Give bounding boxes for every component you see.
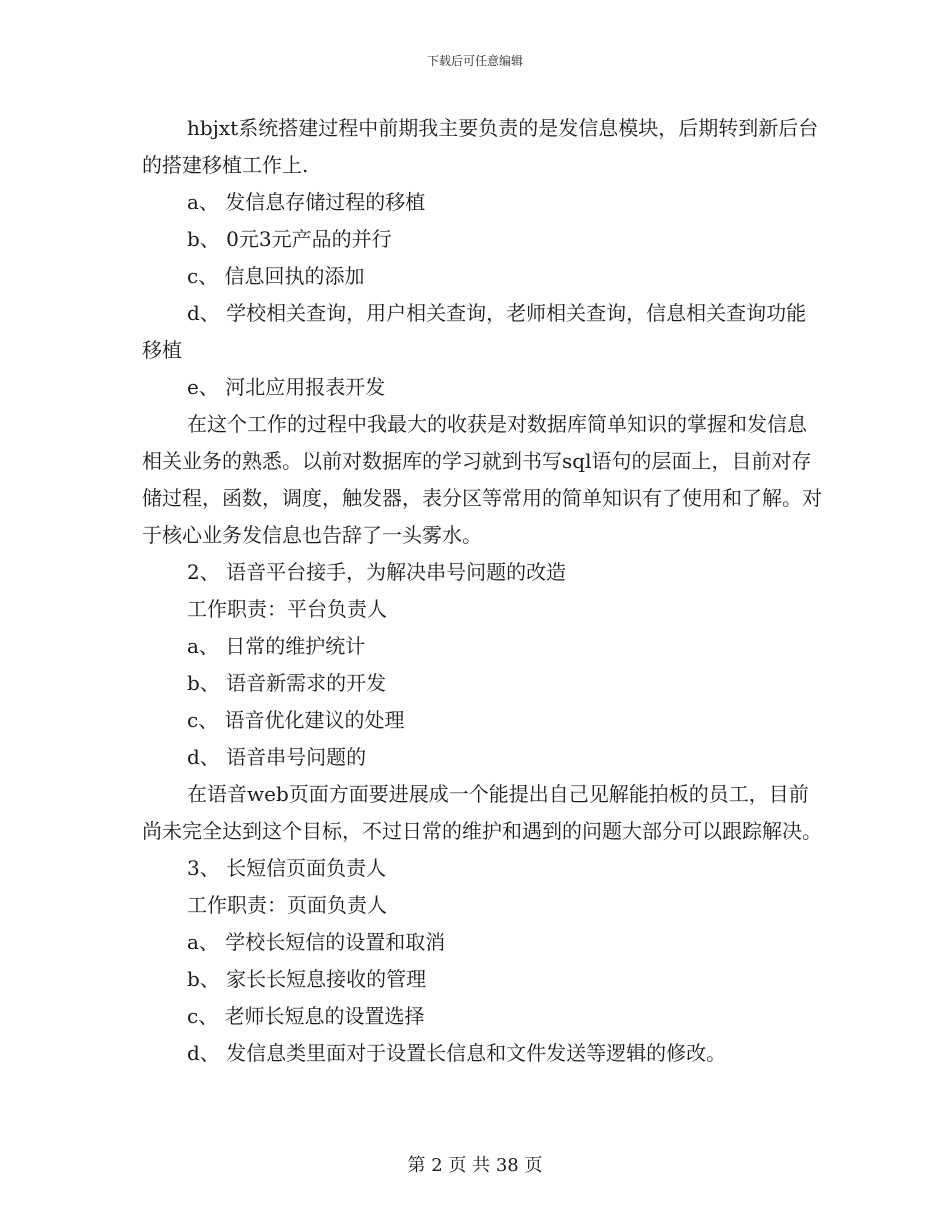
paragraph: 在语音web页面方面要进展成一个能提出自己见解能拍板的员工，目前尚未完全达到这个目标，不过日常的维护和遇到的问题大部分可以跟踪解决。 [142, 782, 822, 843]
paragraph: 工作职责：平台负责人 [187, 597, 387, 621]
paragraph: 在这个工作的过程中我最大的收获是对数据库简单知识的掌握和发信息相关业务的熟悉。以前对数据库的学习就到书写sql语句的层面上，目前对存储过程，函数，调度，触发器，表分区等常用的简单知识有了使用和了解。对于核心业务发信息也告辞了一头雾水。 [142, 412, 822, 547]
page-header-note: 下载后可任意编辑 [426, 54, 523, 68]
paragraph: c、 语音优化建议的处理 [187, 708, 405, 732]
document-body [142, 110, 822, 1072]
paragraph: 3、 长短信页面负责人 [187, 856, 387, 880]
paragraph: b、 0元3元产品的并行 [187, 227, 392, 251]
paragraph: e、 河北应用报表开发 [187, 375, 386, 399]
paragraph: d、 语音串号问题的 [187, 745, 367, 769]
paragraph: hbjxt系统搭建过程中前期我主要负责的是发信息模块，后期转到新后台的搭建移植工作上. [142, 116, 819, 177]
paragraph: b、 语音新需求的开发 [187, 671, 387, 695]
paragraph: d、 发信息类里面对于设置长信息和文件发送等逻辑的修改。 [187, 1041, 727, 1065]
page-number-footer: 第 2 页 共 38 页 [407, 1155, 543, 1176]
paragraph: b、 家长长短息接收的管理 [187, 967, 427, 991]
paragraph: 2、 语音平台接手，为解决串号问题的改造 [187, 560, 567, 584]
paragraph: c、 老师长短息的设置选择 [187, 1004, 425, 1028]
paragraph: 工作职责：页面负责人 [187, 893, 387, 917]
paragraph: d、 学校相关查询，用户相关查询，老师相关查询，信息相关查询功能移植 [142, 301, 807, 362]
paragraph: a、 发信息存储过程的移植 [187, 190, 426, 214]
paragraph: a、 日常的维护统计 [187, 634, 366, 658]
paragraph: c、 信息回执的添加 [187, 264, 365, 288]
paragraph: a、 学校长短信的设置和取消 [187, 930, 446, 954]
